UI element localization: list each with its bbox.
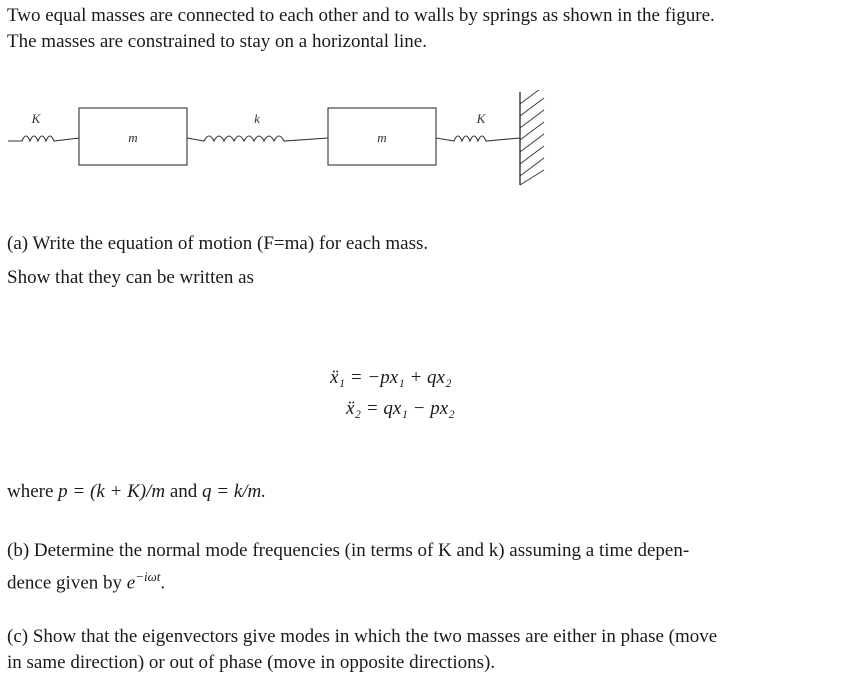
mass-left-label: m [128, 130, 138, 145]
spring-left-label: K [31, 111, 41, 126]
wall-hatching [520, 90, 544, 185]
equation-1-rhs: = −px₁ + qx₂ [349, 367, 452, 388]
part-a-line-2: Show that they can be written as [7, 267, 254, 288]
part-c-line-1: (c) Show that the eigenvectors give modes in which the two masses are either in phase (move [7, 626, 718, 647]
equation-1-lhs: ẍ₁ [330, 367, 346, 388]
part-b-line-2-text: dence given by [7, 572, 127, 594]
exponential-power: −iωt [135, 569, 161, 584]
spring-right-label: K [476, 111, 486, 126]
p-definition: p = (k + K)/m [58, 481, 166, 502]
spring-right [436, 136, 520, 141]
where-line [7, 479, 266, 505]
spring-middle-label: k [254, 111, 260, 126]
part-b-line-2 [7, 564, 165, 596]
spring-mass-figure [0, 90, 860, 290]
part-c-line-2: in same direction) or out of phase (move in opposite directions). [7, 652, 496, 673]
spring-middle [187, 136, 328, 141]
equation-2 [346, 396, 455, 422]
equation-2-lhs: ẍ₂ [346, 398, 362, 419]
equation-1 [330, 365, 452, 391]
spring-left [8, 136, 79, 141]
part-b-line-1: (b) Determine the normal mode frequencies (in terms of K and k) assuming a time depen- [7, 540, 690, 561]
q-definition: q = k/m. [202, 481, 267, 502]
part-b-line-2-end: . [160, 572, 166, 594]
where-joiner: and [169, 481, 198, 502]
exponential-base: e [126, 572, 136, 594]
part-a-line-1: (a) Write the equation of motion (F=ma) for each mass. [7, 233, 429, 254]
where-prefix: where [7, 481, 54, 502]
equation-2-rhs: = qx₁ − px₂ [365, 398, 455, 419]
mass-right-label: m [377, 130, 387, 145]
intro-line-2: The masses are constrained to stay on a horizontal line. [7, 31, 427, 52]
intro-line-1: Two equal masses are connected to each other and to walls by springs as shown in the figure. [7, 5, 715, 26]
